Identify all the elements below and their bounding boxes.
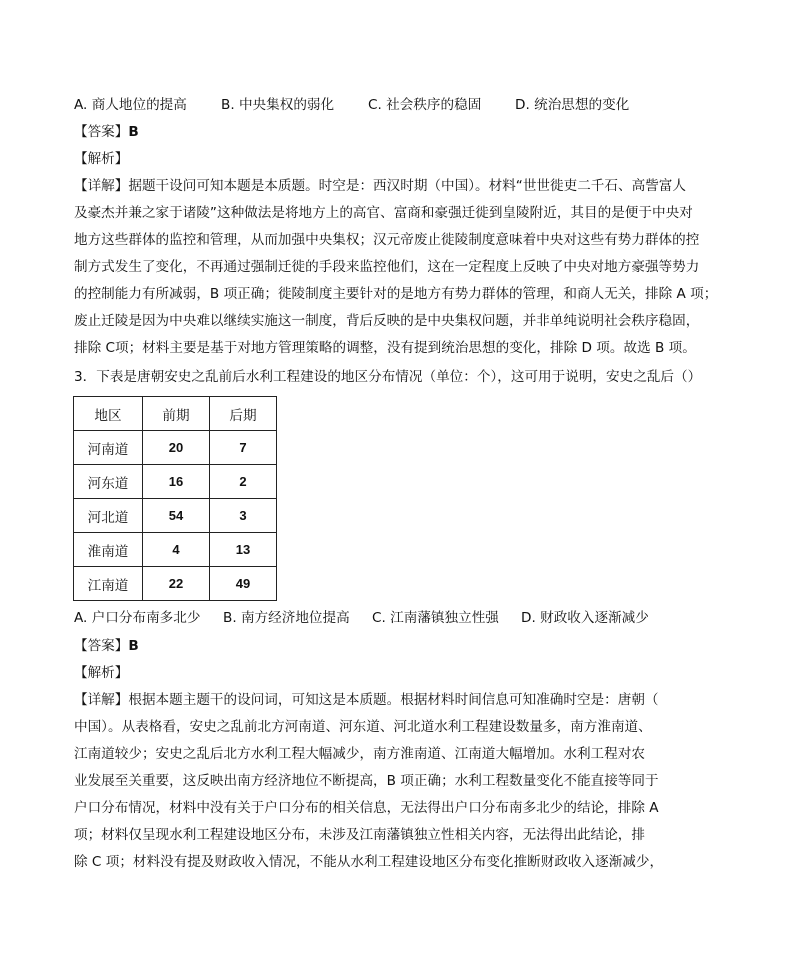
q2-detail-line: 废止迁陵是因为中央难以继续实施这一制度，背后反映的是中央集权问题，并非单纯说明社会秩序稳固， — [74, 313, 700, 329]
q3-detail-line: 除 C 项；材料没有提及财政收入情况，不能从水利工程建设地区分布变化推断财政收入逐渐减少， — [74, 854, 664, 870]
q3-detail-line: 中国）。从表格看，安史之乱前北方河南道、河东道、河北道水利工程建设数量多，南方淮南道、 — [74, 719, 652, 735]
q2-detail-line: 及豪杰并兼之家于诸陵”这种做法是将地方上的高官、富商和豪强迁徙到皇陵附近，其目的是便于中央对 — [74, 205, 693, 221]
q3-answer — [74, 636, 734, 656]
answer-label: 【答案】 — [74, 638, 129, 654]
q2-detail-line: 的控制能力有所减弱，B 项正确；徙陵制度主要针对的是地方有势力群体的管理，和商人无关，排除 A 项； — [74, 286, 718, 302]
table-cell-before: 16 — [143, 465, 210, 499]
q3-detail-line: 业发展至关重要，这反映出南方经济地位不断提高，B 项正确；水利工程数量变化不能直接等同于 — [74, 773, 659, 789]
table-header-cell: 前期 — [143, 397, 210, 431]
table-cell-before: 22 — [143, 567, 210, 601]
table-cell-before: 54 — [143, 499, 210, 533]
table-cell-after: 2 — [210, 465, 277, 499]
q3-options — [74, 608, 734, 628]
answer-label: 【答案】 — [74, 124, 129, 140]
table-cell-region: 河东道 — [74, 465, 143, 499]
table-cell-after: 13 — [210, 533, 277, 567]
q3-detail-line: 【详解】根据本题主题干的设问词，可知这是本质题。根据材料时间信息可知准确时空是：唐朝（ — [74, 692, 659, 708]
table-row — [74, 567, 277, 601]
q3-stem: 3．下表是唐朝安史之乱前后水利工程建设的地区分布情况（单位：个），这可用于说明，安史之乱后（） — [74, 369, 702, 385]
table-cell-region: 江南道 — [74, 567, 143, 601]
q3-detail-line: 户口分布情况，材料中没有关于户口分布的相关信息，无法得出户口分布南多北少的结论，排除 A — [74, 800, 659, 816]
q2-detail-line: 制方式发生了变化，不再通过强制迁徙的手段来监控他们，这在一定程度上反映了中央对地方豪强等势力 — [74, 259, 700, 275]
q2-option-b: B. 中央集权的弱化 — [221, 97, 335, 113]
q3-option-d: D. 财政收入逐渐减少 — [521, 610, 649, 626]
table-cell-after: 3 — [210, 499, 277, 533]
table-cell-region: 河南道 — [74, 431, 143, 465]
q2-option-c: C. 社会秩序的稳固 — [368, 97, 482, 113]
q2-analysis-label: 【解析】 — [74, 151, 129, 167]
table-cell-before: 20 — [143, 431, 210, 465]
table-row — [74, 533, 277, 567]
table-cell-after: 49 — [210, 567, 277, 601]
table-header-cell: 地区 — [74, 397, 143, 431]
q2-option-a: A. 商人地位的提高 — [74, 97, 187, 113]
q3-option-b: B. 南方经济地位提高 — [223, 610, 350, 626]
q2-detail-line: 【详解】据题干设问可知本题是本质题。时空是：西汉时期（中国）。材料“世世徙吏二千石、高訾富人 — [74, 178, 686, 194]
answer-value: B — [128, 638, 139, 654]
q3-option-a: A. 户口分布南多北少 — [74, 610, 201, 626]
q2-option-d: D. 统治思想的变化 — [515, 97, 630, 113]
q2-detail-line: 地方这些群体的监控和管理，从而加强中央集权；汉元帝废止徙陵制度意味着中央对这些有势力群体的控 — [74, 232, 700, 248]
q2-answer — [74, 122, 734, 142]
q3-detail-line: 项；材料仅呈现水利工程建设地区分布，未涉及江南藩镇独立性相关内容，无法得出此结论，排 — [74, 827, 645, 843]
table-row — [74, 465, 277, 499]
table-header-cell: 后期 — [210, 397, 277, 431]
q2-options — [74, 95, 734, 115]
table-row — [74, 431, 277, 465]
table-cell-after: 7 — [210, 431, 277, 465]
answer-value: B — [128, 124, 139, 140]
table-cell-region: 河北道 — [74, 499, 143, 533]
q3-data-table — [73, 396, 277, 601]
table-header-row — [74, 397, 277, 431]
table-row — [74, 499, 277, 533]
q3-analysis-label: 【解析】 — [74, 665, 129, 681]
table-cell-region: 淮南道 — [74, 533, 143, 567]
table-cell-before: 4 — [143, 533, 210, 567]
q3-detail-line: 江南道较少；安史之乱后北方水利工程大幅减少，南方淮南道、江南道大幅增加。水利工程对农 — [74, 746, 645, 762]
q3-option-c: C. 江南藩镇独立性强 — [372, 610, 499, 626]
q2-detail-line: 排除 C项；材料主要是基于对地方管理策略的调整，没有提到统治思想的变化，排除 D 项。故选 B 项。 — [74, 340, 696, 356]
